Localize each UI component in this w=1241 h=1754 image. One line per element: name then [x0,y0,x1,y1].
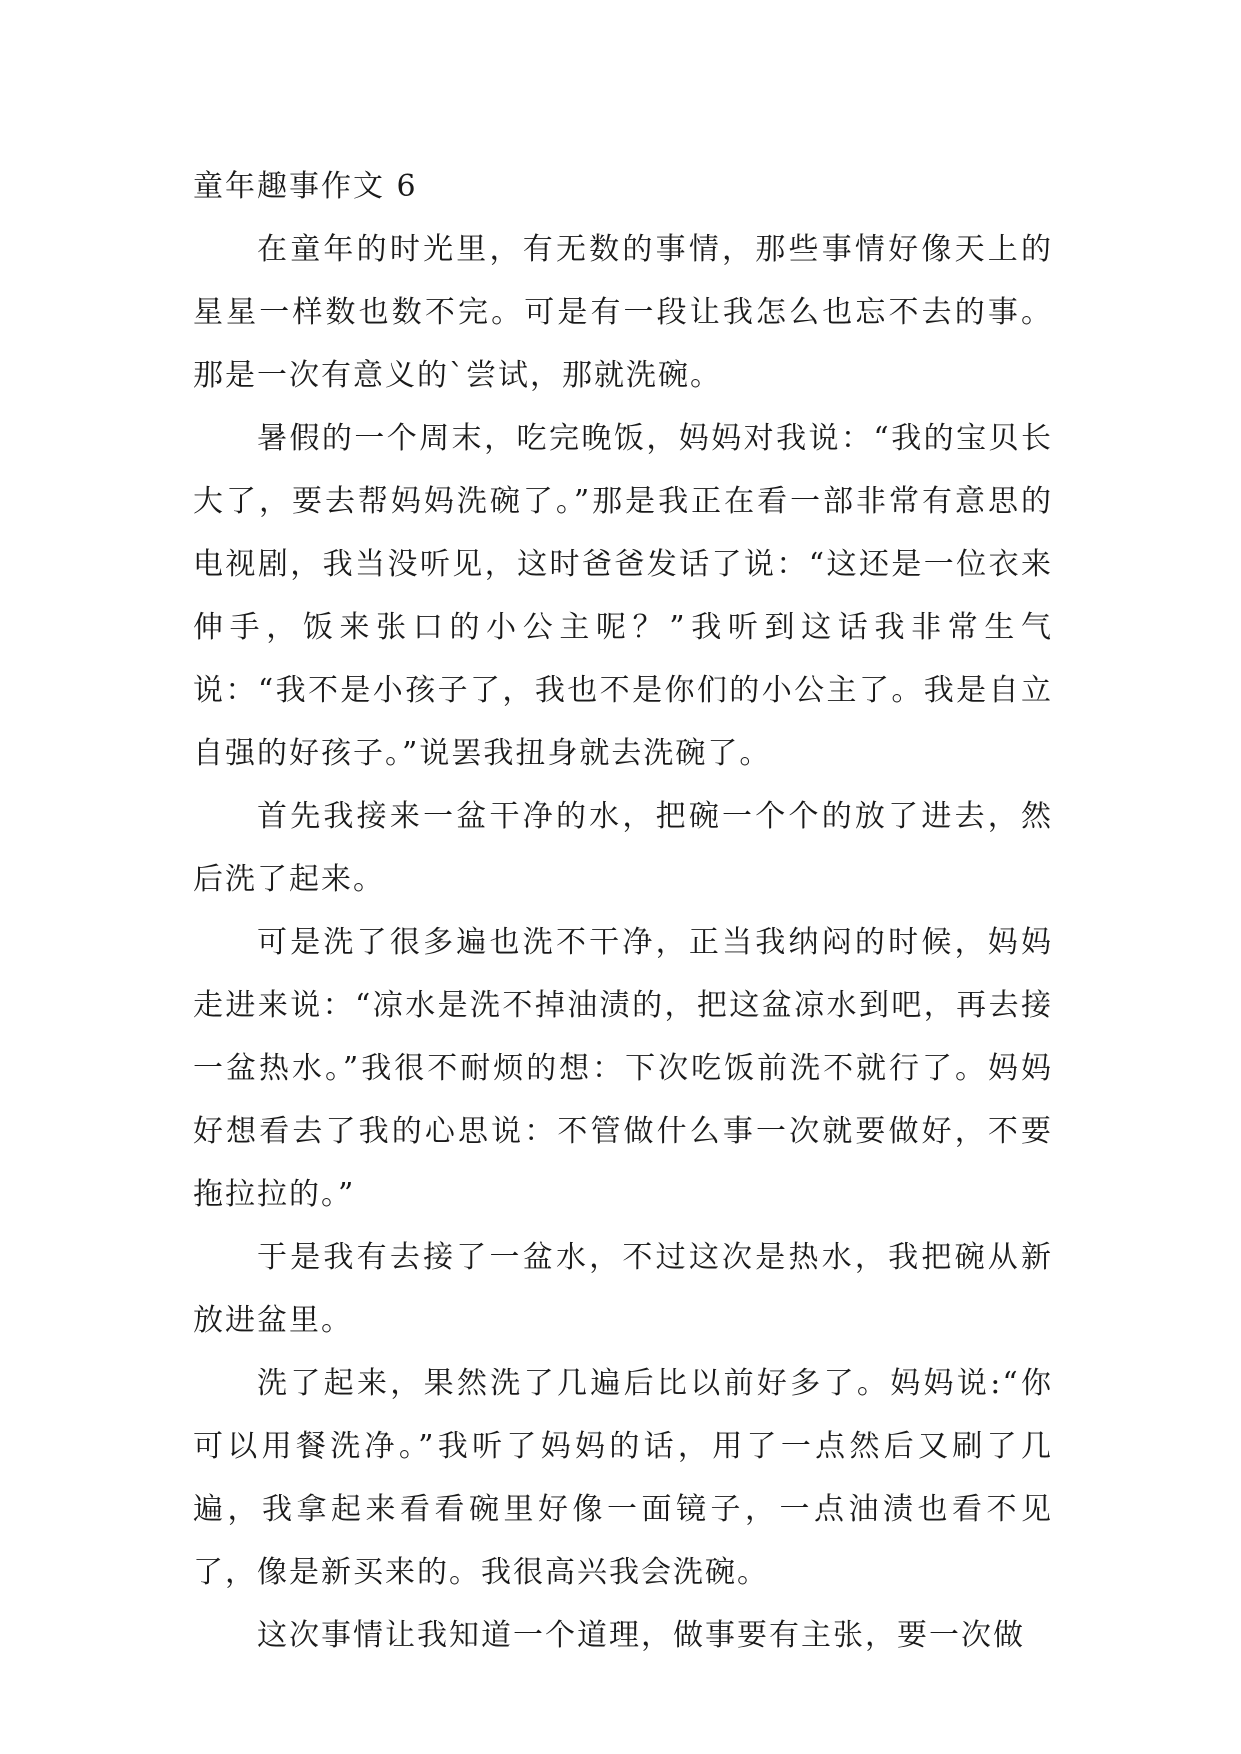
paragraph: 可是洗了很多遍也洗不干净，正当我纳闷的时候，妈妈走进来说：“凉水是洗不掉油渍的，把这盆凉水到吧，再去接一盆热水。”我很不耐烦的想：下次吃饭前洗不就行了。妈妈好想看去了我的心思说：不管做什么事一次就要做好，不要拖拉拉的。” [193,925,1053,1212]
paragraph: 暑假的一个周末，吃完晚饭，妈妈对我说：“我的宝贝长大了，要去帮妈妈洗碗了。”那是我正在看一部非常有意思的电视剧，我当没听见，这时爸爸发话了说：“这还是一位衣来伸手，饭来张口的小公主呢？”我听到这话我非常生气说：“我不是小孩子了，我也不是你们的小公主了。我是自立自强的好孩子。”说罢我扭身就去洗碗了。 [193,421,1053,771]
paragraph: 在童年的时光里，有无数的事情，那些事情好像天上的星星一样数也数不完。可是有一段让我怎么也忘不去的事。那是一次有意义的`尝试，那就洗碗。 [193,232,1053,393]
paragraph: 这次事情让我知道一个道理，做事要有主张，要一次做 [257,1618,1025,1653]
document-body [193,155,1053,1667]
paragraph: 于是我有去接了一盆水，不过这次是热水，我把碗从新放进盆里。 [193,1240,1053,1338]
paragraph: 首先我接来一盆干净的水，把碗一个个的放了进去，然后洗了起来。 [193,799,1053,897]
document-title: 童年趣事作文 6 [193,169,418,204]
paragraph: 洗了起来，果然洗了几遍后比以前好多了。妈妈说:“你可以用餐洗净。”我听了妈妈的话，用了一点然后又刷了几遍，我拿起来看看碗里好像一面镜子，一点油渍也看不见了，像是新买来的。我很高兴我会洗碗。 [193,1366,1053,1590]
